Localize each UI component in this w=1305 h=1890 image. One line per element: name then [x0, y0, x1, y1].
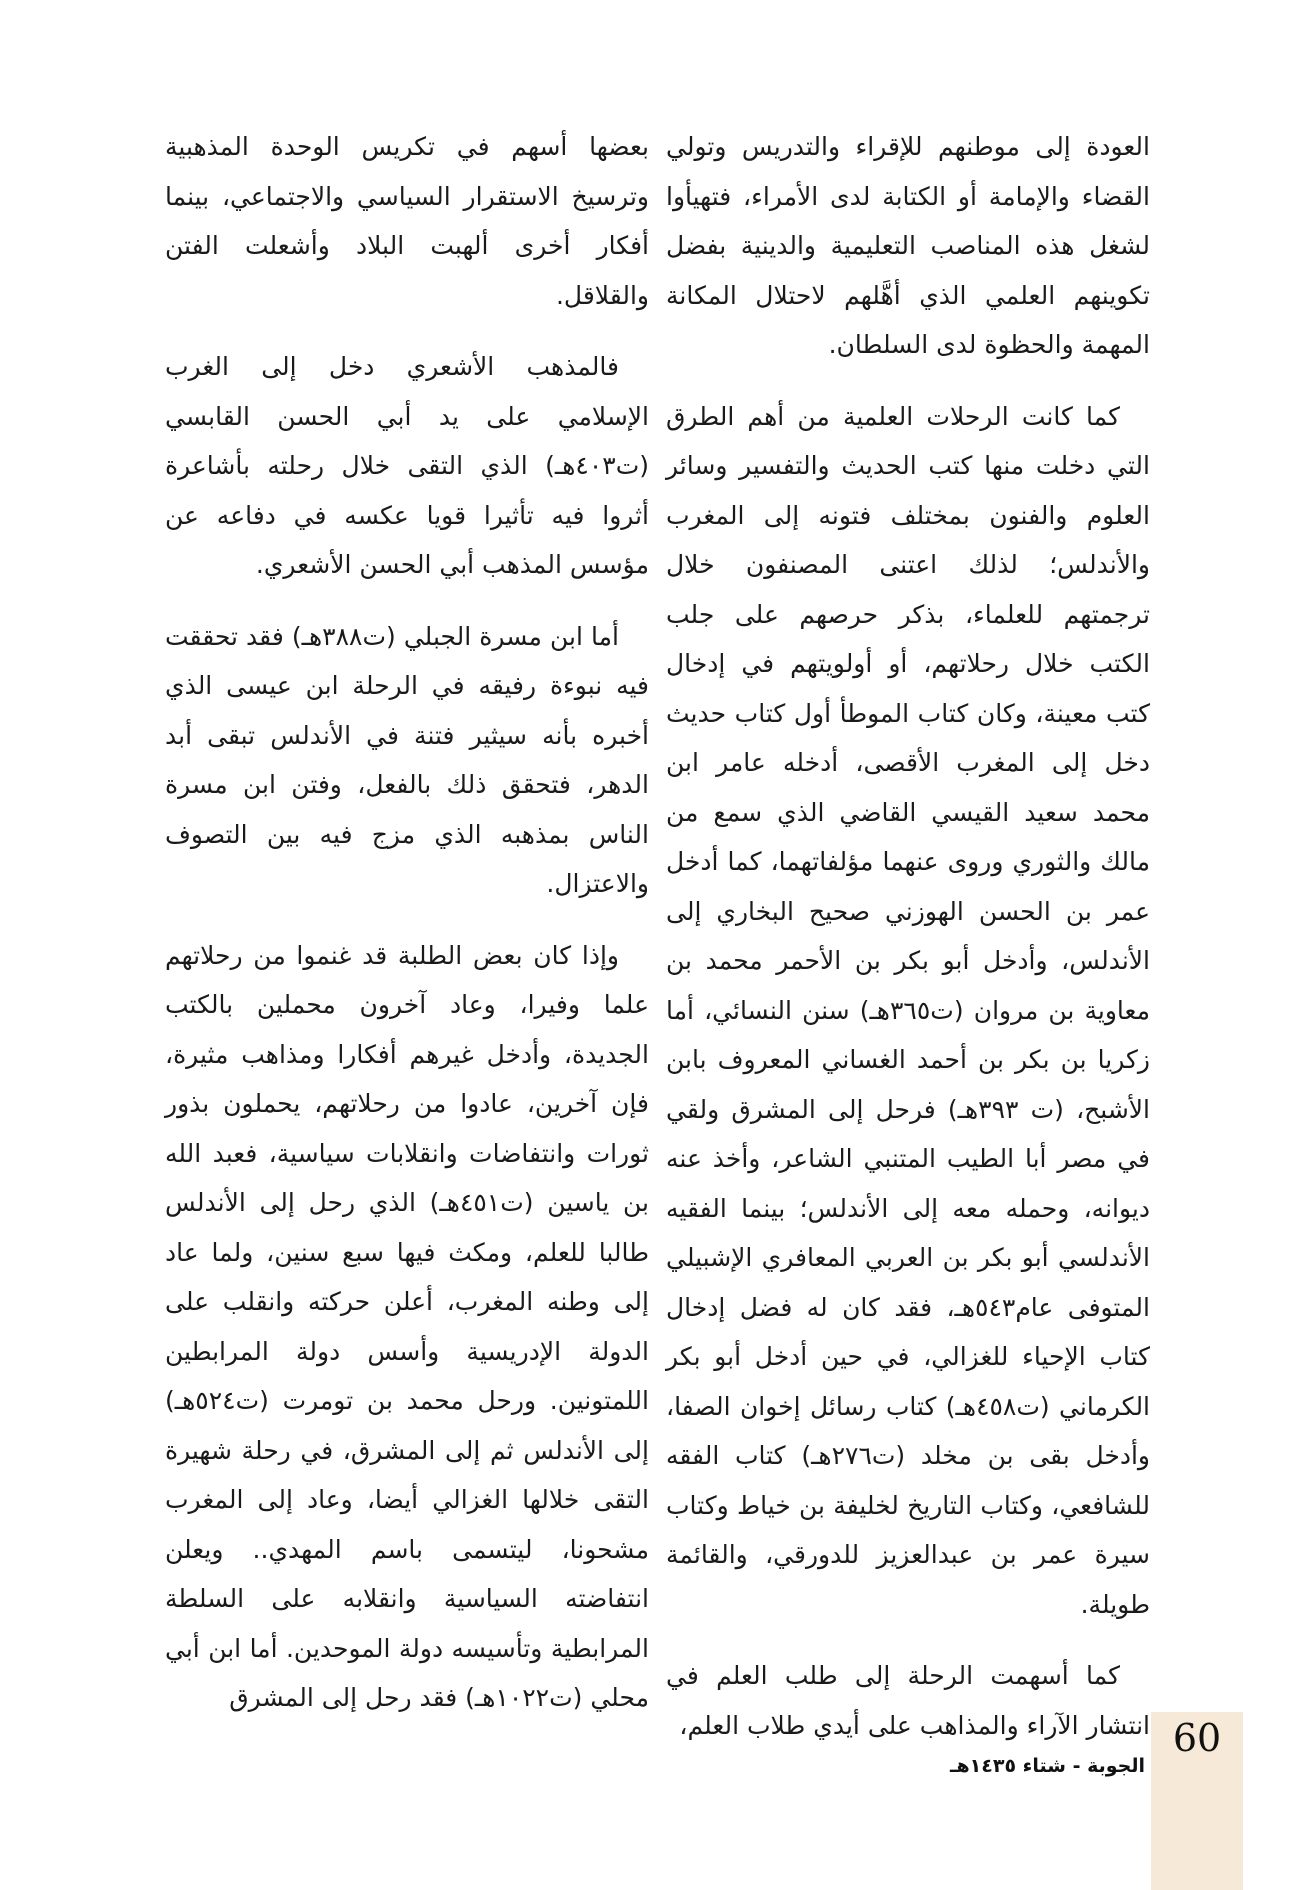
paragraph: كما أسهمت الرحلة إلى طلب العلم في انتشار الآراء والمذاهب على أيدي طلاب العلم،	[666, 1661, 1150, 1740]
left-text-column	[165, 122, 649, 1745]
paragraph: بعضها أسهم في تكريس الوحدة المذهبية وترسيخ الاستقرار السياسي والاجتماعي، بينما أفكار أخرى ألهبت البلاد وأشعلت الفتن والقلاقل.	[165, 132, 649, 310]
paragraph: العودة إلى موطنهم للإقراء والتدريس وتولي القضاء والإمامة أو الكتابة لدى الأمراء، فتهيأوا لشغل هذه المناصب التعليمية والدينية بفضل تكوينهم العلمي الذي أهَّلهم لاحتلال المكانة المهمة والحظوة لدى السلطان.	[666, 132, 1150, 359]
paragraph: كما كانت الرحلات العلمية من أهم الطرق التي دخلت منها كتب الحديث والتفسير وسائر العلوم والفنون بمختلف فتونه إلى المغرب والأندلس؛ لذلك اعتنى المصنفون خلال ترجمتهم للعلماء، بذكر حرصهم على جلب الكتب خلال رحلاتهم، أو أولويتهم في إدخال كتب معينة، وكان كتاب الموطأ أول كتاب حديث دخل إلى المغرب الأقصى، أدخله عامر ابن محمد سعيد القيسي القاضي الذي سمع من مالك والثوري وروى عنهما مؤلفاتهما، كما أدخل عمر بن الحسن الهوزني صحيح البخاري إلى الأندلس، وأدخل أبو بكر بن الأحمر محمد بن معاوية بن مروان (ت٣٦٥هـ) سنن النسائي، أما زكريا بن بكر بن أحمد الغساني المعروف بابن الأشبح، (ت ٣٩٣هـ) فرحل إلى المشرق ولقي في مصر أبا الطيب المتنبي الشاعر، وأخذ عنه ديوانه، وحمله معه إلى الأندلس؛ بينما الفقيه الأندلسي أبو بكر بن العربي المعافري الإشبيلي المتوفى عام٥٤٣هـ، فقد كان له فضل إدخال كتاب الإحياء للغزالي، في حين أدخل أبو بكر الكرماني (ت٤٥٨هـ) كتاب رسائل إخوان الصفا، وأدخل بقى بن مخلد (ت٢٧٦هـ) كتاب الفقه للشافعي، وكتاب التاريخ لخليفة بن خياط وكتاب سيرة عمر بن عبدالعزيز للدورقي، والقائمة طويلة.	[666, 401, 1151, 1619]
paragraph: فالمذهب الأشعري دخل إلى الغرب الإسلامي على يد أبي الحسن القابسي (ت٤٠٣هـ) الذي التقى خلال رحلته بأشاعرة أثروا فيه تأثيرا قويا عكسه في دفاعه عن مؤسس المذهب أبي الحسن الأشعري.	[165, 352, 649, 579]
paragraph: أما ابن مسرة الجبلي (ت٣٨٨هـ) فقد تحققت فيه نبوءة رفيقه في الرحلة ابن عيسى الذي أخبره بأنه سيثير فتنة في الأندلس تبقى أبد الدهر، فتحقق ذلك بالفعل، وفتن ابن مسرة الناس بمذهبه الذي مزج فيه بين التصوف والاعتزال.	[165, 621, 649, 898]
page-number: 60	[1172, 1716, 1222, 1760]
right-text-column	[666, 122, 1150, 1772]
footer-publication: الجوبة - شتاء ١٤٣٥هـ	[950, 1755, 1145, 1777]
paragraph: وإذا كان بعض الطلبة قد غنموا من رحلاتهم علما وفيرا، وعاد آخرون محملين بالكتب الجديدة، وأدخل غيرهم أفكارا ومذاهب مثيرة، فإن آخرين، عادوا من رحلاتهم، يحملون بذور ثورات وانتفاضات وانقلابات سياسية، فعبد الله بن ياسين (ت٤٥١هـ) الذي رحل إلى الأندلس طالبا للعلم، ومكث فيها سبع سنين، ولما عاد إلى وطنه المغرب، أعلن حركته وانقلب على الدولة الإدريسية وأسس دولة المرابطين اللمتونين. ورحل محمد بن تومرت (ت٥٢٤هـ) إلى الأندلس ثم إلى المشرق، في رحلة شهيرة التقى خلالها الغزالي أيضا، وعاد إلى المغرب مشحونا، ليتسمى باسم المهدي.. ويعلن انتفاضته السياسية وانقلابه على السلطة المرابطية وتأسيسه دولة الموحدين. أما ابن أبي محلي (ت١٠٢٢هـ) فقد رحل إلى المشرق	[165, 940, 649, 1712]
